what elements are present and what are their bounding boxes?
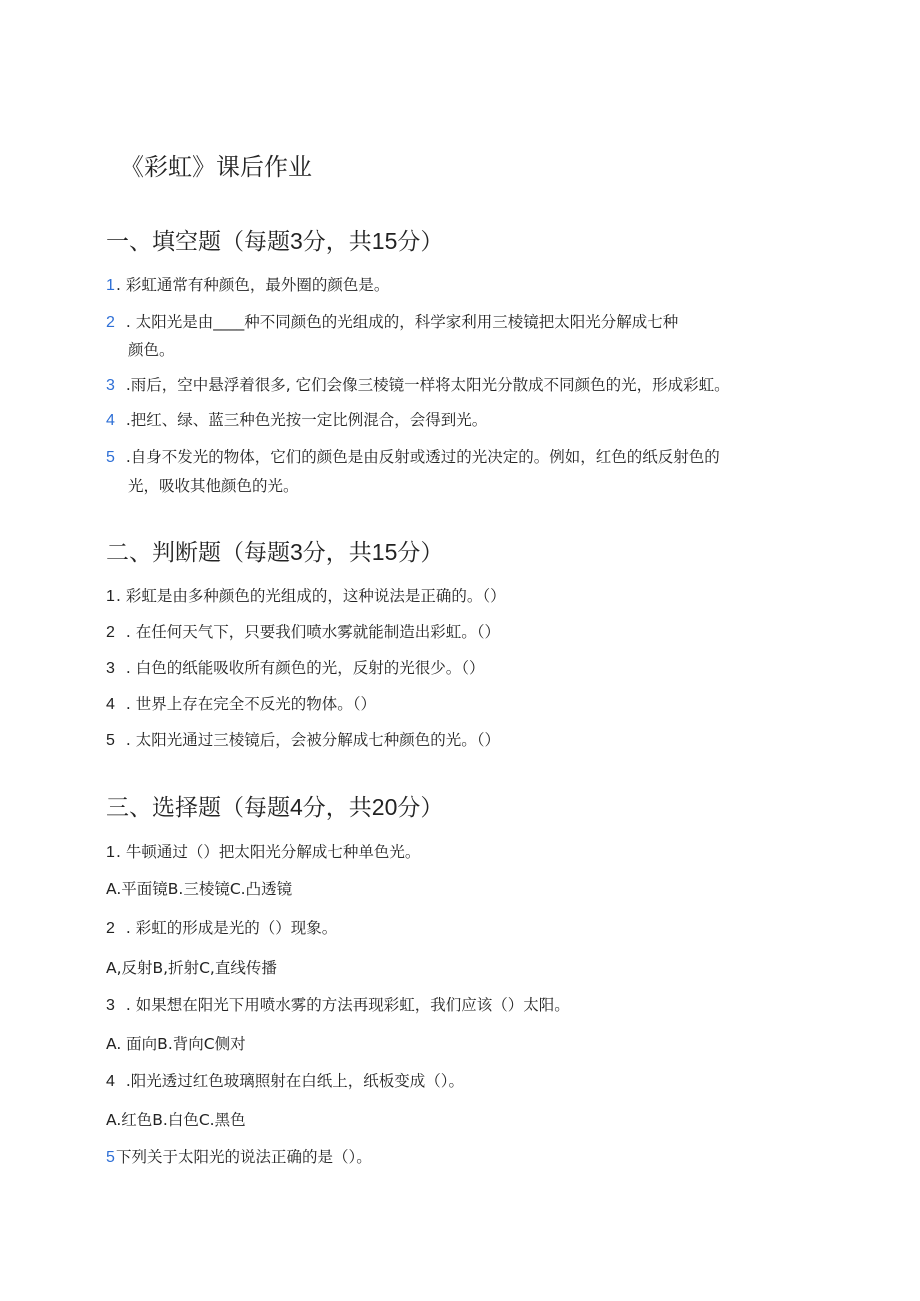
question-number: 4 (106, 1073, 115, 1090)
question-number: 1 (106, 277, 115, 294)
section-heading-multiple-choice: 三、选择题（每题4分，共20分） (106, 794, 444, 820)
question-judge-4 (106, 693, 376, 716)
page-title: 《彩虹》课后作业 (120, 153, 312, 181)
question-number: 5 (106, 449, 115, 466)
question-choice-5 (106, 1146, 372, 1169)
question-text: 下列关于太阳光的说法正确的是（）。 (116, 1148, 372, 1166)
question-judge-1 (106, 585, 506, 608)
question-number: 3 (106, 997, 115, 1014)
question-fill-2 (106, 311, 678, 334)
question-number: 2 (106, 920, 115, 937)
question-fill-2-continuation: 颜色。 (128, 341, 175, 359)
question-judge-5 (106, 729, 500, 752)
question-choice-4-options: A.红色B.白色C.黑色 (106, 1111, 246, 1129)
question-text: . 如果想在阳光下用喷水雾的方法再现彩虹，我们应该（）太阳。 (116, 996, 570, 1014)
question-number: 4 (106, 696, 115, 713)
question-choice-3-options: A. 面向B.背向C侧对 (106, 1035, 246, 1053)
question-number: 5 (106, 732, 115, 749)
question-judge-3 (106, 657, 484, 680)
question-text: . 在任何天气下，只要我们喷水雾就能制造出彩虹。（） (116, 623, 500, 641)
question-text: .雨后，空中悬浮着很多, 它们会像三棱镜一样将太阳光分散成不同颜色的光，形成彩虹。 (116, 376, 730, 394)
question-judge-2 (106, 621, 500, 644)
question-choice-1 (106, 841, 420, 864)
question-text: . 太阳光是由____种不同颜色的光组成的，科学家利用三棱镜把太阳光分解成七种 (116, 313, 679, 331)
question-number: 1 (106, 588, 115, 605)
question-fill-5 (106, 446, 720, 469)
question-text: . 彩虹的形成是光的（）现象。 (116, 919, 338, 937)
question-text: .阳光透过红色玻璃照射在白纸上，纸板变成（）。 (116, 1072, 465, 1090)
question-number: 4 (106, 412, 115, 429)
question-number: 1 (106, 844, 115, 861)
question-text: .自身不发光的物体，它们的颜色是由反射或透过的光决定的。例如，红色的纸反射色的 (116, 448, 720, 466)
question-choice-2 (106, 917, 337, 940)
question-text: .把红、绿、蓝三种色光按一定比例混合，会得到光。 (116, 411, 488, 429)
question-number: 3 (106, 660, 115, 677)
question-text: . 太阳光通过三棱镜后，会被分解成七种颜色的光。（） (116, 731, 500, 749)
question-choice-2-options: A,反射B,折射C,直线传播 (106, 959, 277, 977)
question-number: 2 (106, 314, 115, 331)
question-fill-3 (106, 374, 730, 397)
question-text: . 牛顿通过（）把太阳光分解成七种单色光。 (116, 843, 421, 861)
section-heading-true-false: 二、判断题（每题3分，共15分） (106, 539, 444, 565)
question-fill-1 (106, 274, 389, 297)
question-choice-4 (106, 1070, 464, 1093)
question-text: . 世界上存在完全不反光的物体。（） (116, 695, 376, 713)
question-fill-5-continuation: 光，吸收其他颜色的光。 (128, 477, 299, 495)
section-heading-fill-blank: 一、填空题（每题3分，共15分） (106, 228, 444, 254)
question-number: 3 (106, 377, 115, 394)
question-text: . 彩虹是由多种颜色的光组成的，这种说法是正确的。（） (116, 587, 506, 605)
question-choice-1-options: A.平面镜B.三棱镜C.凸透镜 (106, 880, 293, 898)
question-text: . 彩虹通常有种颜色，最外圈的颜色是。 (116, 276, 390, 294)
question-fill-4 (106, 409, 487, 432)
question-text: . 白色的纸能吸收所有颜色的光，反射的光很少。（） (116, 659, 485, 677)
question-number: 2 (106, 624, 115, 641)
question-choice-3 (106, 994, 570, 1017)
question-number: 5 (106, 1149, 115, 1166)
